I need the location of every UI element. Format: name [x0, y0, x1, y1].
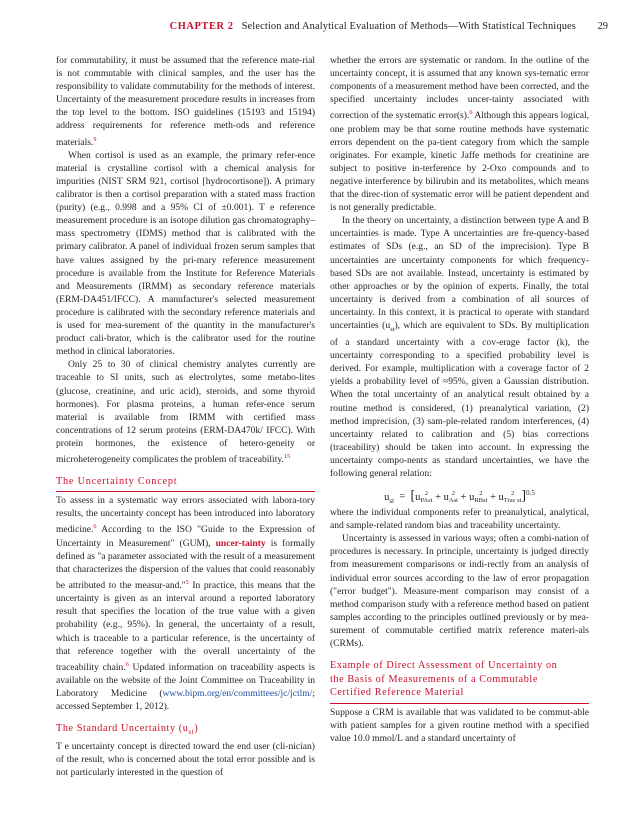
- subscript: st: [390, 325, 395, 333]
- reference-superscript: 15: [283, 452, 291, 460]
- equation-lhs: $u_{st}$: [384, 491, 395, 505]
- paragraph: When cortisol is used as an example, the primary refer-ence material is crystalline cortisol with a chemical analysis for impurities (NIST SRM 921, cortisol [hydrocortisone]). A primary calibrator is then a cortisol preparation with a stated mass fraction (purity) (e.g., 0.998 and a 95% CI of ±0.001). T e reference measurement procedure is an isotope dilution gas chromatography–mass spectrometry (IDMS) method that is calibrated with the primary calibrator. A panel of individual frozen serum samples that have values assigned by the pri-mary reference measurement procedure is available from the Institute for Reference Materials and Measurements (IRMM) as secondary reference materials (ERM-DA451/IFCC). A manufacturer's selected measurement procedure is calibrated with the secondary reference materials and is used for mea-surement of the quantity in the manufacturer's product cali-brator, which is the calibrator used for the routine method in clinical laboratories.: [56, 149, 315, 358]
- equation-plus: +: [432, 491, 444, 503]
- paragraph: [330, 54, 589, 214]
- equation-plus: +: [487, 491, 499, 503]
- equation-term: u 2 RBst: [469, 490, 488, 505]
- paragraph: [56, 494, 315, 713]
- paragraph-text: ), which are equivalent to SDs. By multiplication of a standard uncertainty with a cov-erage factor (k), the uncertainty corresponding to a specified probability level is derived. For example, multiplication with a coverage factor of 2 yields a probability level of ≈95%, given a Gaussian distribution. When the total uncertainty of an analytical result obtained by a routine method is considered, (1) preanalytical variation, (2) method imprecision, (3) sam-ple-related random interferences, (4) uncertainty related to calibration and (5) bias corrections (traceability) should be taken into account. In expressing the uncertainty compo-nents as standard uncertainties, we have the following general relation:: [330, 320, 589, 479]
- paragraph: Uncertainty is assessed in various ways; often a combi-nation of procedures is necessary. In principle, uncertainty is judged directly from measurement comparisons or indi-rectly from an analysis of individual error sources according to the law of error propagation ("error budget"). Measure-ment comparison may consist of a method comparison study with a reference method based on patient samples according to the principles outlined previously or by mea-surement of commutable certified matrix reference materi-als (CRMs).: [330, 533, 589, 650]
- equation-bracket-close: ]: [521, 488, 527, 504]
- paragraph: [56, 54, 315, 149]
- subsection-heading: The Standard Uncertainty $(u_{st})$: [56, 723, 199, 737]
- paragraph: Suppose a CRM is available that was validated to be commut-able with patient samples for a given routine method with a specified value 10.0 mmol/L and a standard uncertainty of: [330, 706, 589, 744]
- defined-term: uncer-tainty: [215, 537, 266, 549]
- reference-superscript: 5: [185, 578, 189, 586]
- paragraph-text: Only 25 to 30 of clinical chemistry analytes currently are traceable to SI units, such as electrolytes, some metabo-lites (glucose, creatinine, and uric acid), steroids, and some thyroid hormones). For plasma proteins, a human refer-ence serum material is available from IRMM with certified mass concentrations of 12 serum proteins (ERM-DA470k/ IFCC). With protein hormones, the existence of hetero-geneity or microheterogeneity complicates the problem of traceability.: [56, 359, 315, 466]
- section-heading: The Uncertainty Concept: [56, 476, 178, 488]
- paragraph: T e uncertainty concept is directed toward the end user (cli-nician) of the result, who is concerned about the total error possible and is not particularly interested in the question of: [56, 740, 315, 778]
- reference-superscript: 9: [93, 135, 97, 143]
- equation-terms: [415, 492, 521, 503]
- equation-equals: =: [396, 491, 408, 503]
- example-heading: Example of Direct Assessment of Uncertainty on the Basis of Measurements of a Commutable Certified Reference Material: [330, 660, 558, 699]
- paragraph-text: Updated information on traceability aspects is available on the website of the Joint Committee on Traceability in Laboratory Medicine (: [56, 661, 316, 700]
- equation-bracket-open: [: [410, 488, 416, 504]
- paragraph-text: In practice, this means that the uncertainty is given as an interval around a reported laboratory result that specifies the location of the true value with a given probability (e.g., 95%). In general, the uncertainty of a result, which is traceable to a particular reference, is the uncertainty of that reference together with the overall uncertainty of the traceability chain.: [56, 580, 316, 673]
- paragraph: [56, 358, 315, 466]
- paragraph-text: ; accessed September 1, 2012).: [56, 688, 315, 713]
- paragraph-text: for commutability, it must be assumed that the reference mate-rial is not commutable with clinical samples, and the user has the responsibility to validate commutability for the methods of interest. Uncertainty of the measurement procedure results in increases from the top level to the bottom. ISO guidelines (15193 and 15194) address requirements for reference meth-ods and reference materials.: [56, 55, 315, 148]
- paragraph-text: According to the ISO "Guide to the Expression of Uncertainty in Measurement" (GUM),: [56, 524, 315, 549]
- paragraph-text: In the theory on uncertainty, a distinction between type A and B uncertainties is made. Type A uncertainties are fre-quency-based estimates of SDs (e.g., an SD of the imprecision). Type B uncertainties are uncertainty components for which frequency-based SDs are not available. Instead, uncertainty is estimated by other approaches or by the opinion of experts. Finally, the total uncertainty is derived from a combination of all sources of uncertainty. In this context, it is practical to operate with standard uncertainties (u: [330, 215, 589, 332]
- reference-superscript: 6: [125, 660, 129, 668]
- page-number: 29: [597, 21, 608, 32]
- equation-term: u 2 PAst: [415, 490, 433, 505]
- reference-superscript: 6: [469, 109, 473, 117]
- equation-exponent: 0.5: [526, 489, 535, 498]
- reference-superscript: 6: [93, 523, 97, 531]
- paragraph-text: whether the errors are systematic or random. In the outline of the uncertainty concept, it is assumed that any known sys-tematic error components of a measurement method have been corrected, and the specified uncertainty includes uncer-tainty associated with correction of the systematic error(s).: [330, 55, 589, 122]
- left-column: [56, 54, 315, 779]
- paragraph: [330, 214, 589, 480]
- right-column: [330, 54, 589, 745]
- chapter-title: Selection and Analytical Evaluation of Methods—With Statistical Techniques: [241, 21, 576, 32]
- chapter-label: CHAPTER 2: [169, 21, 234, 32]
- paragraph-text: is formally defined as "a parameter associated with the result of a measurement that characterizes the dispersion of the values that could reasonably be attributed to the measur-and.": [56, 537, 315, 592]
- jctlm-link[interactable]: www.bipm.org/en/committees/jc/jctlm/: [162, 688, 313, 700]
- uncertainty-equation: [330, 480, 589, 506]
- equation-term: u 2 Ast: [443, 490, 458, 505]
- paragraph: where the individual components refer to preanalytical, analytical, and sample-related random bias and traceability uncertainty.: [330, 507, 589, 532]
- running-header: [0, 20, 638, 34]
- equation-term: u 2 Trac st: [498, 490, 522, 505]
- paragraph-text: To assess in a systematic way errors associated with labora-tory results, the uncertainty concept has been introduced into laboratory medicine.: [56, 495, 315, 536]
- equation-plus: +: [457, 491, 470, 503]
- running-header-text: [170, 20, 576, 34]
- paragraph-text: Although this appears logical, one problem may be that some routine methods have systematic errors dependent on the pa-tient category from which the sample originates. For example, kinetic Jaffe methods for creatinine are subject to positive in-terference by 2-Oxo compounds and to negative interference by bilirubin and its metabolites, which means that the direc-tion of systematic error will be patient dependent and is not generally predictable.: [330, 110, 590, 214]
